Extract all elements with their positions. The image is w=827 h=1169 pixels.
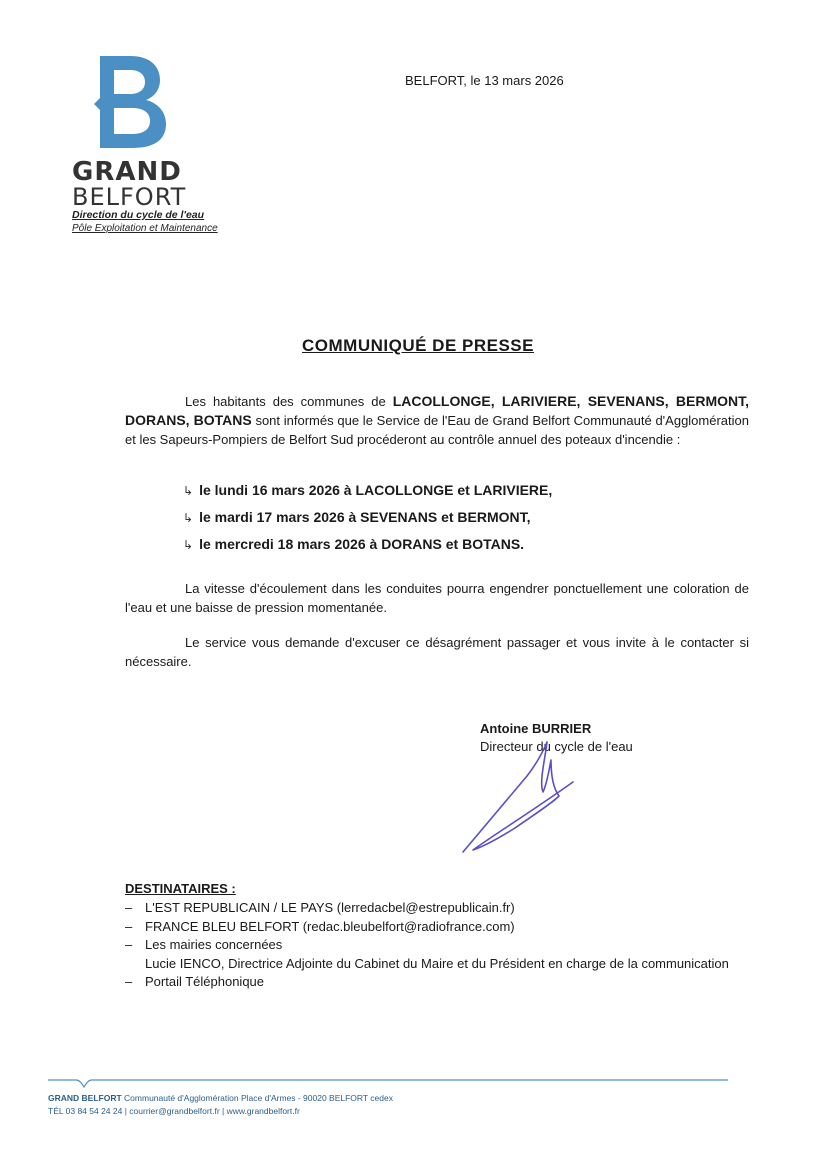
- logo-pole: Pôle Exploitation et Maintenance: [72, 223, 218, 234]
- footer-address-text: Place d'Armes - 90020 BELFORT cedex: [240, 1093, 393, 1103]
- arrow-icon: ↳: [183, 484, 194, 498]
- handwritten-signature: [455, 730, 585, 860]
- recipient-sub-item: Lucie IENCO, Directrice Adjointe du Cabinet du Maire et du Président en charge de la communication: [145, 955, 729, 971]
- list-item: [125, 899, 749, 918]
- footer-divider: [48, 1074, 728, 1088]
- logo-belfort-text: BELFORT: [72, 183, 187, 211]
- recipients-list: [125, 899, 749, 992]
- page-title: COMMUNIQUÉ DE PRESSE: [302, 336, 534, 355]
- list-item: [125, 918, 749, 937]
- recipient-text: FRANCE BLEU BELFORT (redac.bleubelfort@radiofrance.com): [145, 918, 515, 934]
- schedule-text: le lundi 16 mars 2026 à LACOLLONGE et LARIVIERE,: [199, 482, 553, 498]
- intro-paragraph: [125, 392, 749, 449]
- recipients-heading: DESTINATAIRES :: [125, 881, 236, 896]
- recipient-text: Les mairies concernées: [145, 937, 283, 952]
- schedule-text: le mercredi 18 mars 2026 à DORANS et BOTANS.: [199, 536, 525, 552]
- paragraph-2-text: La vitesse d'écoulement dans les conduites pourra engendrer ponctuellement une coloration de l'eau et une baisse de pression momentanée.: [125, 581, 749, 615]
- signer-title: Directeur du cycle de l'eau: [480, 739, 633, 754]
- paragraph-water-color: [125, 579, 749, 617]
- intro-lead: Les habitants des communes de: [185, 394, 386, 409]
- footer-org-rest: Communauté d'Agglomération: [124, 1093, 239, 1103]
- arrow-icon: ↳: [183, 538, 194, 552]
- logo-direction: Direction du cycle de l'eau: [72, 209, 205, 221]
- list-item: [125, 936, 749, 955]
- recipient-text: L'EST REPUBLICAIN / LE PAYS (lerredacbel@estrepublicain.fr): [145, 900, 515, 915]
- intro-communes: LACOLLONGE, LARIVIERE, SEVENANS, BERMONT, DORANS, BOTANS: [125, 393, 749, 428]
- list-dash: –: [125, 974, 133, 989]
- schedule-text: le mardi 17 mars 2026 à SEVENANS et BERMONT,: [199, 509, 531, 525]
- footer-contact: TÉL 03 84 54 24 24 | courrier@grandbelfort.fr | www.grandbelfort.fr: [48, 1106, 300, 1116]
- list-dash: –: [125, 918, 133, 934]
- schedule-item: [183, 482, 552, 498]
- signer-name: Antoine BURRIER: [480, 721, 592, 736]
- intro-rest: sont informés que le Service de l'Eau de Grand Belfort Communauté d'Agglomération et les Sapeurs-Pompiers de Belfort Sud procéderont au contrôle annuel des poteaux d'incendie :: [125, 413, 749, 447]
- list-dash: –: [125, 937, 133, 952]
- footer-org: GRAND BELFORT: [48, 1093, 122, 1103]
- schedule-item: [183, 509, 531, 525]
- paragraph-3-text: Le service vous demande d'excuser ce désagrément passager et vous invite à le contacter si nécessaire.: [125, 635, 749, 669]
- list-dash: –: [125, 900, 133, 915]
- grand-belfort-logo-icon: [86, 52, 170, 152]
- paragraph-apology: [125, 633, 749, 671]
- list-item: [125, 973, 749, 992]
- schedule-item: [183, 536, 524, 552]
- logo-grand-text: GRAND: [72, 157, 182, 187]
- recipient-text: Portail Téléphonique: [145, 974, 265, 989]
- footer-address: [48, 1093, 393, 1103]
- arrow-icon: ↳: [183, 511, 194, 525]
- date-line: BELFORT, le 13 mars 2026: [405, 73, 564, 88]
